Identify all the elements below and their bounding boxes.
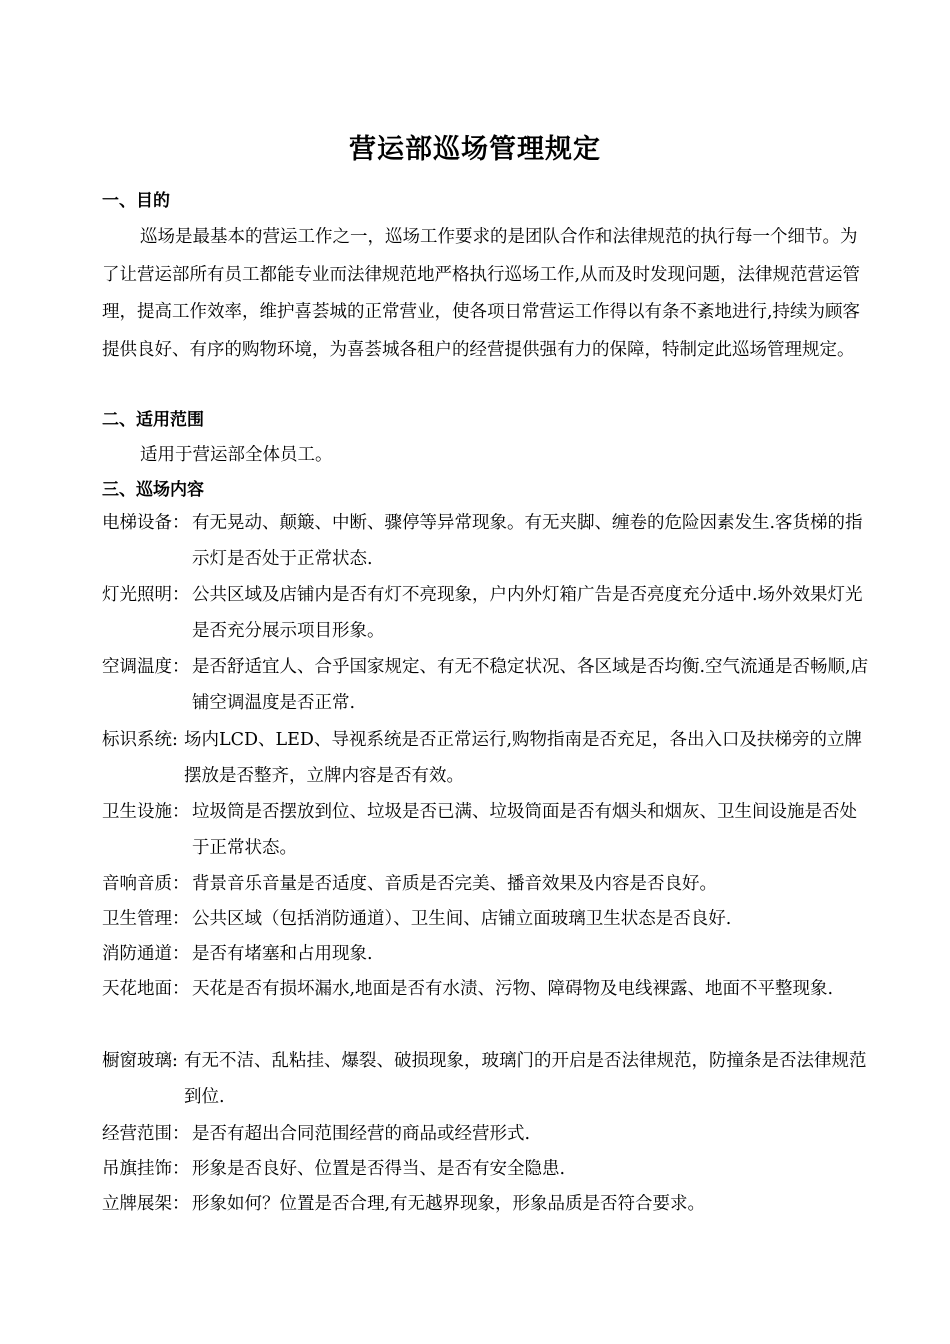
item-label: 吊旗挂饰： [102,1159,190,1179]
item-text: 是否舒适宜人、合乎国家规定、有无不稳定状况、各区域是否均衡.空气流通是否畅顺,店铺空调温度是否正常. [192,657,869,713]
item-label: 灯光照明： [102,585,190,605]
item-text: 有无不洁、乱粘挂、爆裂、破损现象，玻璃门的开启是否法律规范，防撞条是否法律规范到位. [184,1051,867,1107]
item-text: 天花是否有损坏漏水,地面是否有水渍、污物、障碍物及电线裸露、地面不平整现象. [192,979,834,999]
item-label: 经营范围： [102,1124,190,1144]
item-text: 形象如何？位置是否合理,有无越界现象，形象品质是否符合要求。 [192,1194,706,1214]
page-title: 营运部巡场管理规定 [349,134,601,165]
item-text: 场内LCD、LED、导视系统是否正常运行,购物指南是否充足，各出入口及扶梯旁的立牌摆放是否整齐，立牌内容是否有效。 [184,730,863,786]
patrol-item-air-conditioning [102,649,872,721]
item-label: 卫生设施： [102,802,190,822]
section-paragraph-purpose: 巡场是最基本的营运工作之一，巡场工作要求的是团队合作和法律规范的执行每一个细节。为了让营运部所有员工都能专业而法律规范地严格执行巡场工作,从而及时发现问题，法律规范营运管理，提高工作效率，维护喜荟城的正常营业，使各项日常营运工作得以有条不紊地进行,持续为顾客提供良好、有序的购物环境，为喜荟城各租户的经营提供强有力的保障，特制定此巡场管理规定。 [102,227,861,360]
item-text: 是否有堵塞和占用现象. [192,944,373,964]
section-heading-patrol-content: 三、巡场内容 [102,480,204,500]
item-label: 立牌展架： [102,1194,190,1214]
item-label: 音响音质： [102,874,190,894]
patrol-item-window-glass [102,1043,872,1115]
section-heading-scope: 二、适用范围 [102,410,204,430]
patrol-item-display-stands [102,1186,872,1222]
patrol-item-sanitation-management [102,901,872,937]
section-paragraph-scope: 适用于营运部全体员工。 [140,445,333,465]
item-text: 形象是否良好、位置是否得当、是否有安全隐患. [192,1159,566,1179]
item-text: 公共区域（包括消防通道）、卫生间、店铺立面玻璃卫生状态是否良好. [192,909,732,929]
section-heading-purpose: 一、目的 [102,191,170,211]
item-text: 是否有超出合同范围经营的商品或经营形式. [192,1124,531,1144]
patrol-item-elevator [102,505,872,577]
patrol-item-fire-exits [102,936,872,972]
item-text: 公共区域及店铺内是否有灯不亮现象，户内外灯箱广告是否亮度充分适中.场外效果灯光是否充分展示项目形象。 [192,585,863,641]
item-label: 卫生管理： [102,909,190,929]
patrol-item-ceiling-floor [102,971,872,1007]
item-label: 橱窗玻璃: [102,1051,178,1071]
patrol-item-audio [102,866,872,902]
patrol-item-hanging-flags [102,1151,872,1187]
item-label: 标识系统: [102,730,178,750]
item-text: 背景音乐音量是否适度、音质是否完美、播音效果及内容是否良好。 [192,874,717,894]
patrol-item-business-scope [102,1116,872,1152]
item-label: 天花地面： [102,979,190,999]
patrol-item-sanitation-facilities [102,794,872,866]
item-label: 空调温度： [102,657,190,677]
patrol-item-signage [102,722,872,794]
patrol-item-lighting [102,577,872,649]
item-label: 消防通道： [102,944,190,964]
item-text: 垃圾筒是否摆放到位、垃圾是否已满、垃圾筒面是否有烟头和烟灰、卫生间设施是否处于正常状态。 [192,802,857,858]
item-label: 电梯设备： [102,513,190,533]
item-text: 有无晃动、颠簸、中断、骤停等异常现象。有无夹脚、缠卷的危险因素发生.客货梯的指示灯是否处于正常状态. [192,513,863,569]
